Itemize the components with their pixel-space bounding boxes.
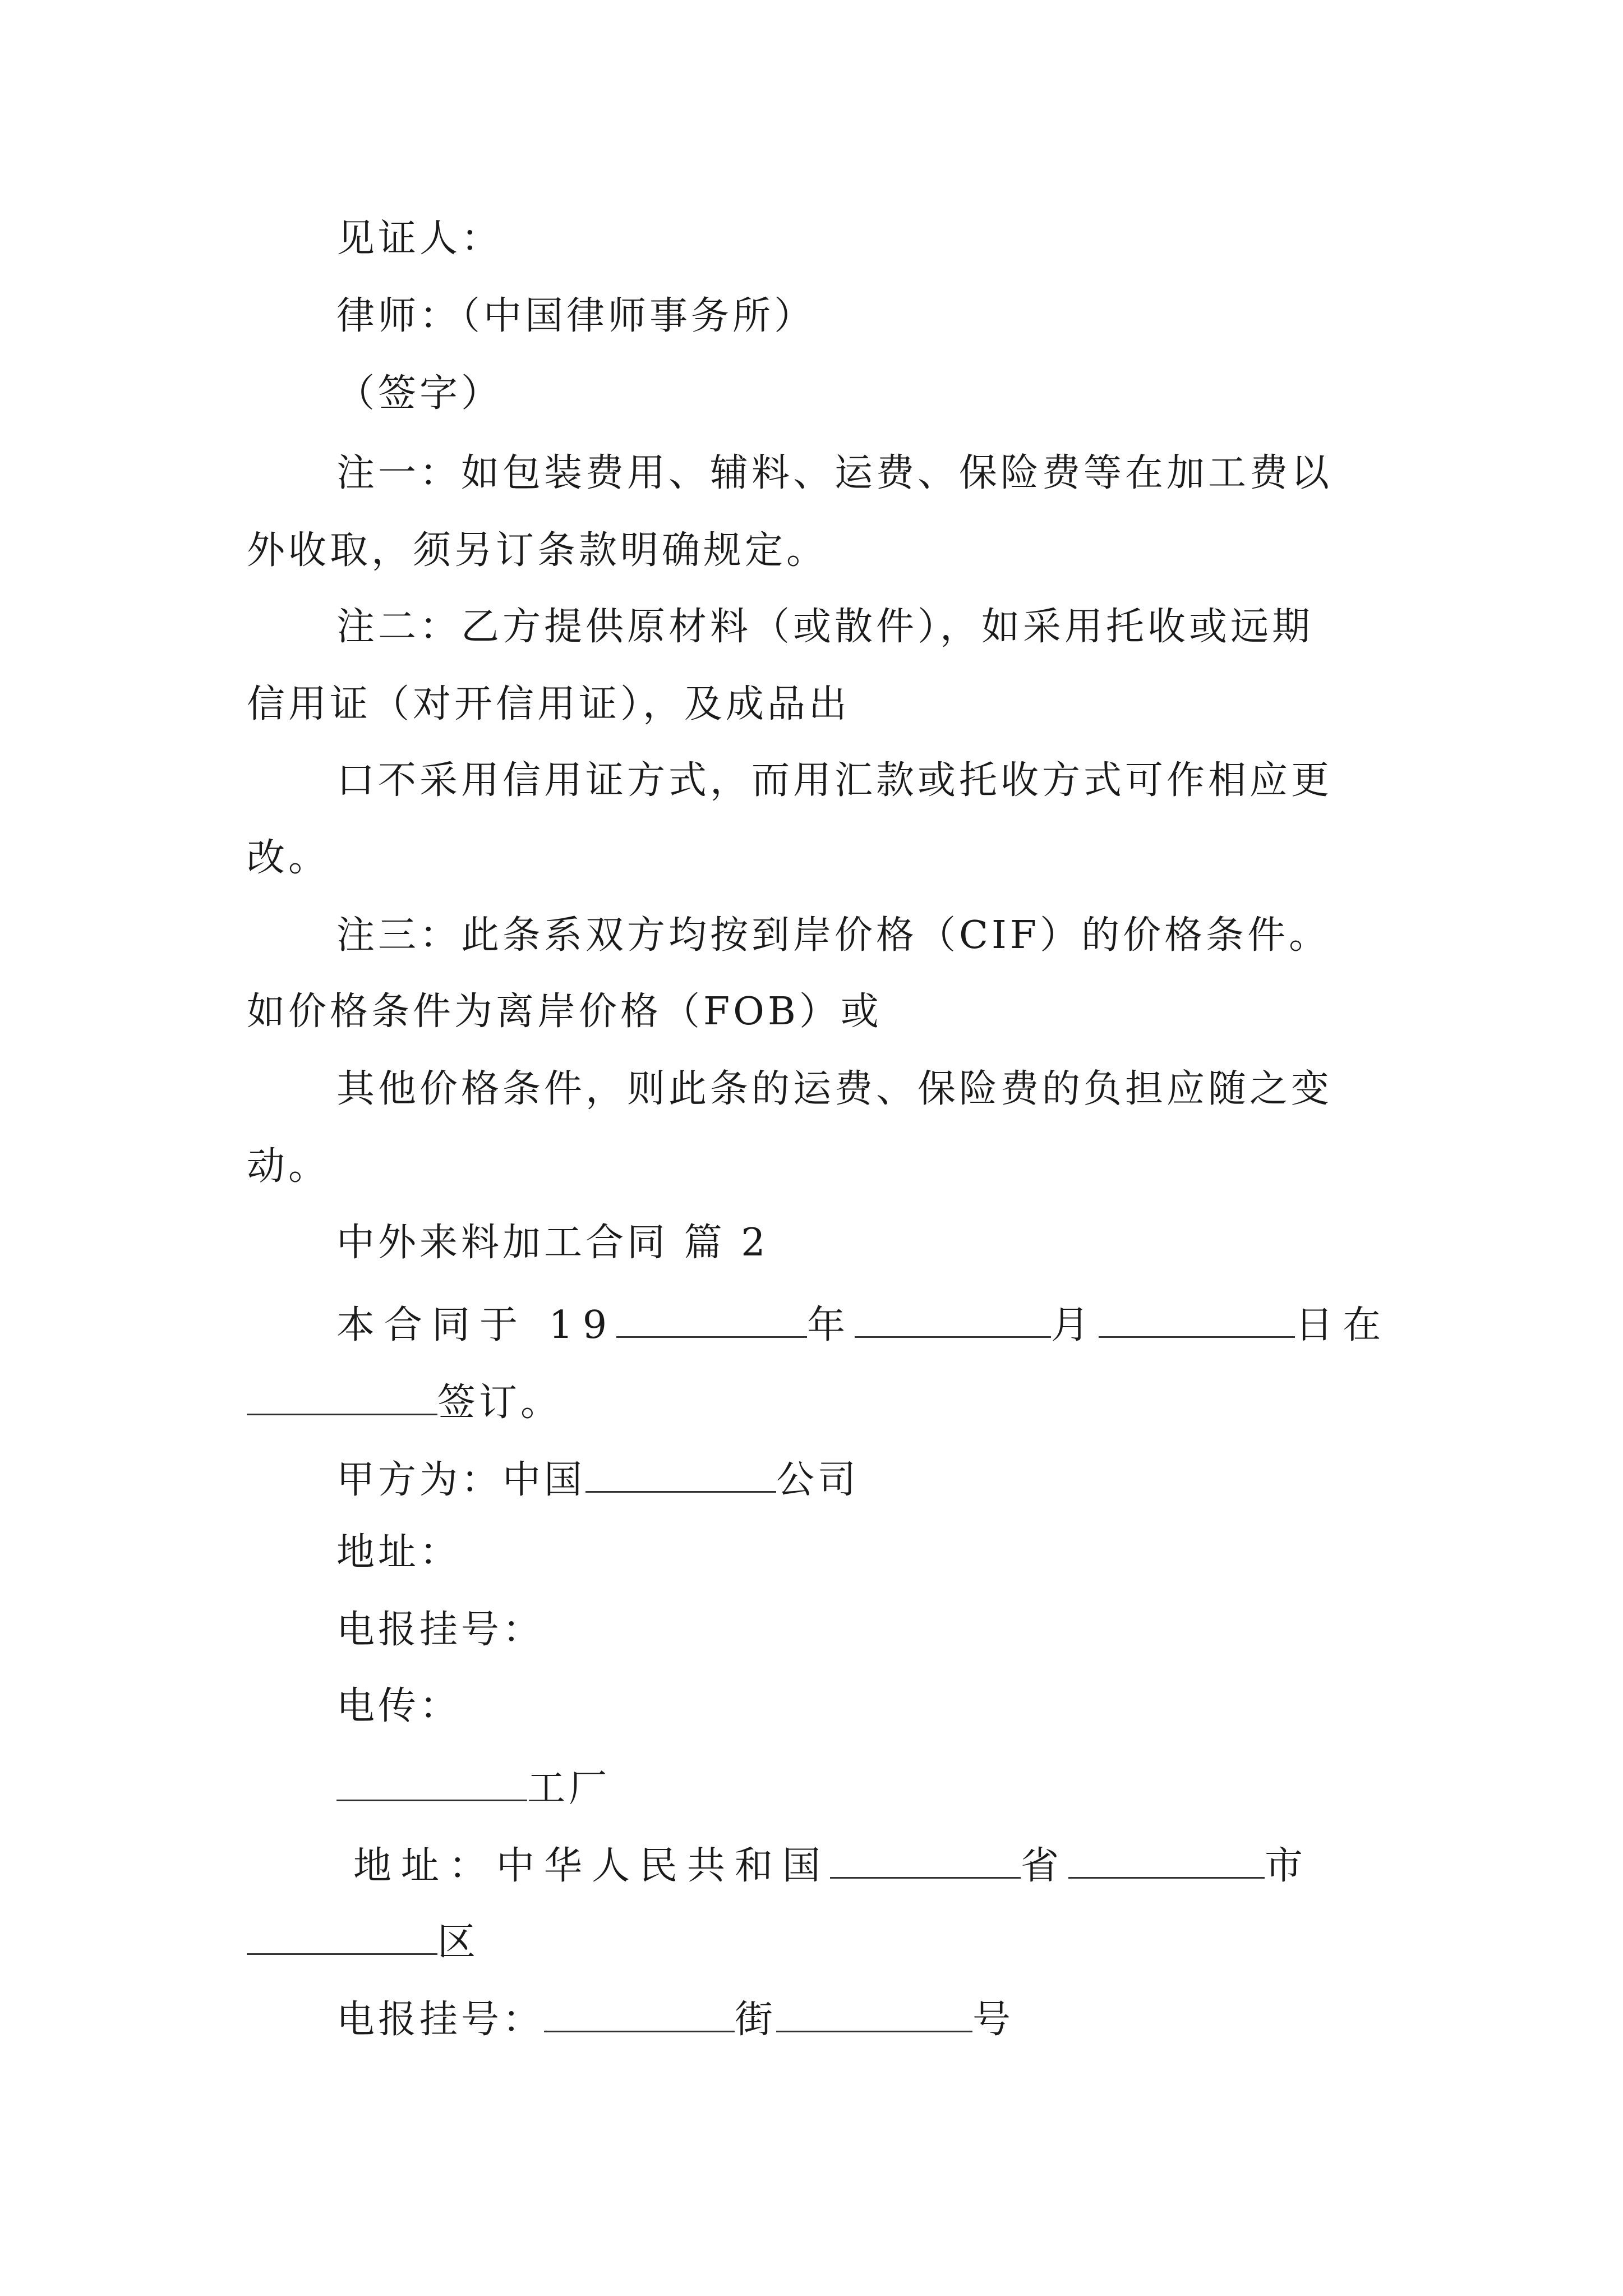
province-label: 省 bbox=[1021, 1844, 1069, 1888]
day-blank bbox=[1099, 1301, 1295, 1338]
factory-suffix: 工厂 bbox=[527, 1766, 611, 1811]
party-a-name-blank bbox=[585, 1456, 776, 1493]
factory-line bbox=[336, 1765, 611, 1811]
factory-name-blank bbox=[336, 1765, 527, 1801]
province-blank bbox=[830, 1842, 1021, 1879]
note2-line2: 信用证（对开信用证），及成品出 bbox=[247, 682, 851, 726]
place-blank bbox=[247, 1379, 437, 1415]
factory-address-prefix: 地址：中华人民共和国 bbox=[353, 1844, 831, 1888]
year-label: 年 bbox=[807, 1303, 855, 1347]
party-a-line bbox=[336, 1456, 860, 1502]
party-a-cable: 电报挂号： bbox=[336, 1608, 545, 1652]
factory-address-line bbox=[353, 1842, 1313, 1888]
signed-suffix: 签订。 bbox=[437, 1381, 562, 1425]
district-blank bbox=[247, 1918, 437, 1955]
section-heading: 中外来料加工合同 篇 2 bbox=[336, 1221, 769, 1265]
note2b-line1: 口不采用信用证方式，而用汇款或托收方式可作相应更 bbox=[336, 758, 1333, 803]
witness-line: 见证人： bbox=[336, 217, 503, 261]
district-label: 区 bbox=[437, 1920, 479, 1964]
party-a-prefix: 甲方为：中国 bbox=[336, 1458, 586, 1502]
city-blank bbox=[1068, 1842, 1265, 1879]
district-line bbox=[247, 1918, 479, 1962]
note3b-line1: 其他价格条件，则此条的运费、保险费的负担应随之变 bbox=[336, 1067, 1333, 1111]
party-a-suffix: 公司 bbox=[776, 1458, 860, 1502]
signature-line: （签字） bbox=[336, 371, 503, 416]
number-blank bbox=[776, 1996, 972, 2032]
signing-date-line bbox=[336, 1301, 1390, 1345]
note3-line1: 注三：此条系双方均按到岸价格（CIF）的价格条件。 bbox=[336, 913, 1331, 958]
note2-line1: 注二：乙方提供原材料（或散件），如采用托收或远期 bbox=[336, 605, 1314, 649]
signing-place-line bbox=[247, 1379, 562, 1425]
month-blank bbox=[855, 1301, 1051, 1338]
note3-line2: 如价格条件为离岸价格（FOB）或 bbox=[247, 990, 882, 1034]
city-label: 市 bbox=[1265, 1844, 1313, 1888]
note1-line1: 注一：如包装费用、辅料、运费、保险费等在加工费以 bbox=[336, 451, 1333, 495]
lawyer-line: 律师：（中国律师事务所） bbox=[336, 294, 816, 338]
signing-prefix: 本合同于 19 bbox=[336, 1303, 617, 1347]
party-a-address: 地址： bbox=[336, 1530, 462, 1575]
number-label: 号 bbox=[972, 1998, 1015, 2042]
year-blank bbox=[616, 1301, 807, 1338]
party-a-telex: 电传： bbox=[336, 1684, 462, 1728]
note1-line2: 外收取，须另订条款明确规定。 bbox=[247, 528, 828, 573]
street-blank bbox=[544, 1996, 735, 2032]
note2b-line2: 改。 bbox=[247, 836, 330, 880]
note3b-line2: 动。 bbox=[247, 1144, 330, 1189]
month-label: 月 bbox=[1051, 1303, 1099, 1347]
day-at-label: 日在 bbox=[1295, 1303, 1391, 1347]
factory-cable-line bbox=[336, 1996, 1015, 2042]
street-label: 街 bbox=[735, 1998, 777, 2042]
factory-cable-label: 电报挂号： bbox=[336, 1998, 545, 2042]
